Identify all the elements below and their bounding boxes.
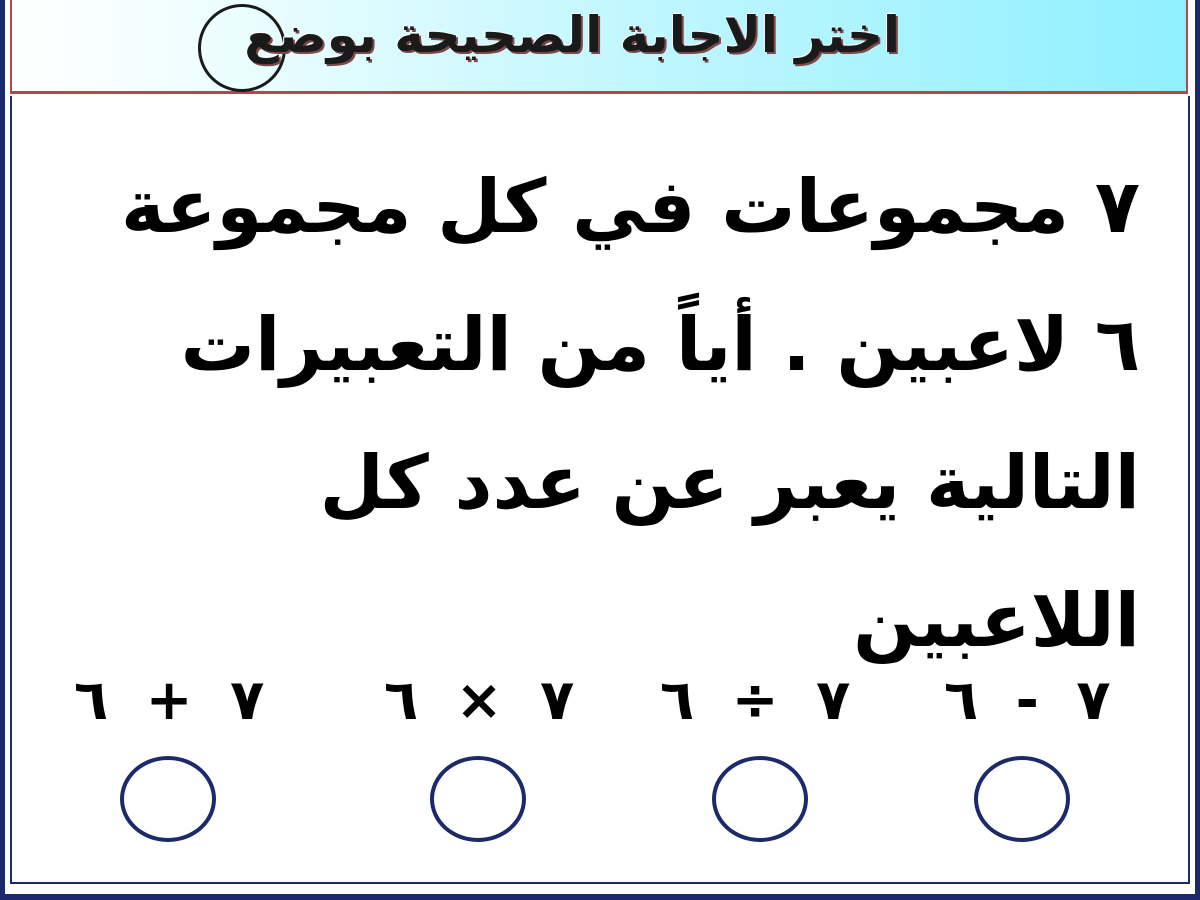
- instruction-banner: [10, 0, 1188, 94]
- option-subtraction-label: ٧ - ٦: [944, 668, 1111, 733]
- question-text: [100, 138, 1140, 690]
- option-division-label: ٧ ÷ ٦: [660, 668, 851, 733]
- option-subtraction-circle[interactable]: [974, 756, 1070, 842]
- question-line: التالية يعبر عن عدد كل: [319, 440, 1140, 526]
- question-line: اللاعبين: [853, 578, 1140, 664]
- option-addition-label: ٧ + ٦: [74, 668, 265, 733]
- option-addition-circle[interactable]: [120, 756, 216, 842]
- option-multiplication-circle[interactable]: [430, 756, 526, 842]
- question-line: ٧ مجموعات في كل مجموعة: [120, 164, 1140, 250]
- option-division-circle[interactable]: [712, 756, 808, 842]
- instruction-title: اختر الاجابة الصحيحة بوضع: [244, 6, 900, 64]
- question-line: ٦ لاعبين . أياً من التعبيرات: [180, 302, 1140, 388]
- option-multiplication-label: ٧ × ٦: [384, 668, 575, 733]
